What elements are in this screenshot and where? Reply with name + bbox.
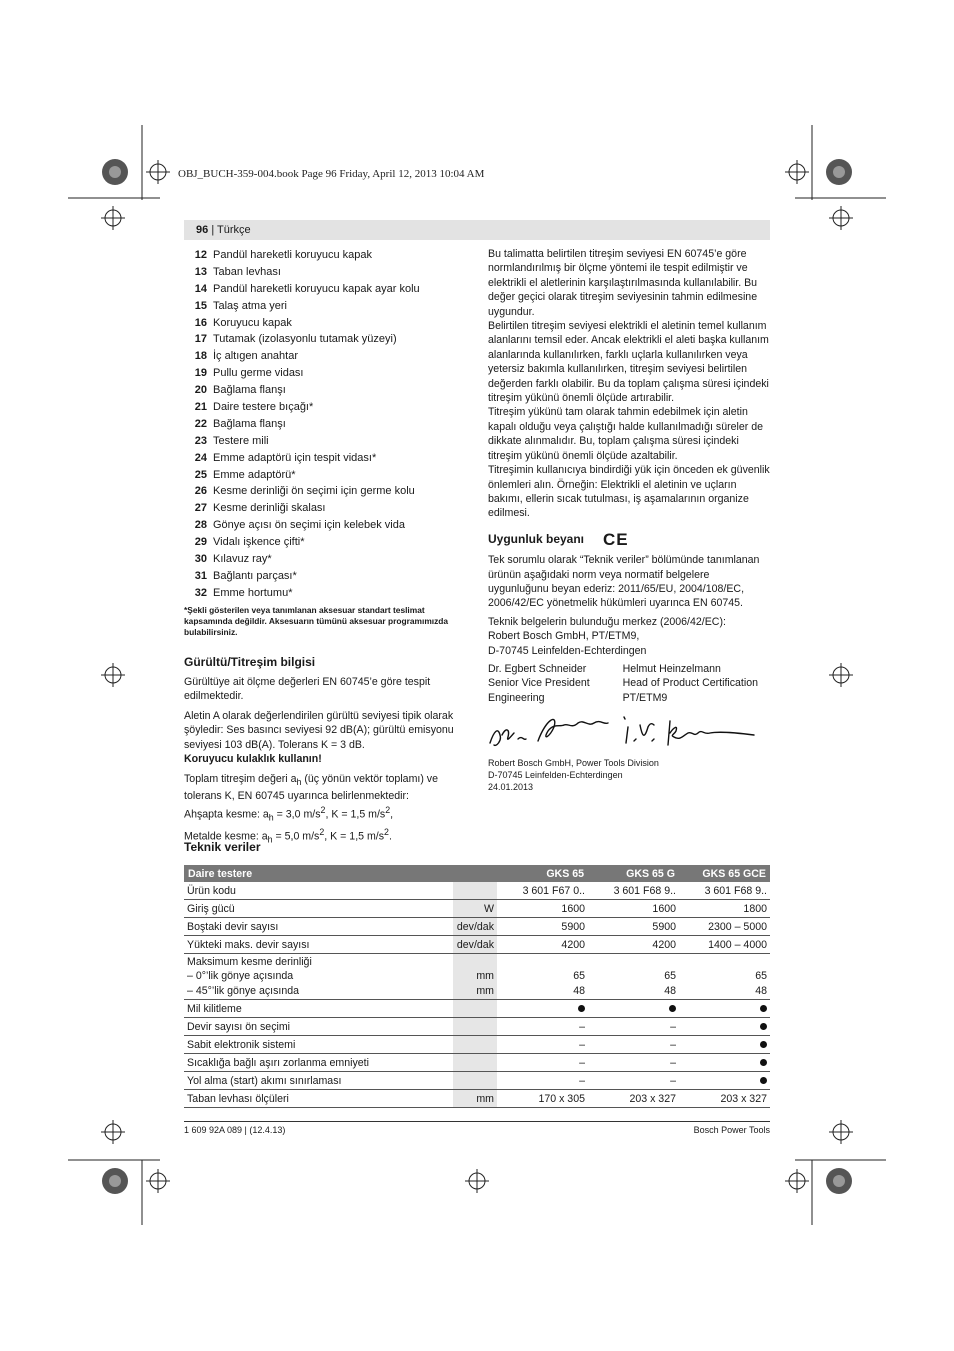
part-label: Talaş atma yeri	[213, 299, 287, 312]
table-row	[184, 1018, 770, 1036]
part-number: 16	[194, 316, 207, 329]
part-number: 23	[194, 434, 207, 447]
part-label: Emme adaptörü*	[213, 468, 296, 481]
part-label: Taban levhası	[213, 265, 281, 278]
noise-p3-text: Toplam titreşim değeri a	[184, 772, 297, 785]
spec-unit	[453, 1054, 497, 1072]
spec-value-gks65gce: 3 601 F68 9..	[679, 882, 770, 900]
table-row	[184, 882, 770, 900]
spec-unit	[453, 1036, 497, 1054]
part-label: Gönye açısı ön seçimi için kelebek vida	[213, 519, 405, 532]
address-line1: Robert Bosch GmbH, Power Tools Division	[488, 758, 659, 769]
tech-file-line1: Teknik belgelerin bulunduğu merkez (2006/42/EC):	[488, 615, 726, 628]
spec-value-gks65gce	[679, 1000, 770, 1018]
bullet-dot-icon	[578, 1005, 585, 1012]
part-number: 29	[194, 536, 207, 549]
left-column	[184, 247, 468, 847]
spec-label: Devir sayısı ön seçimi	[184, 1018, 453, 1036]
spec-value-gks65: 5900	[497, 918, 588, 936]
part-label: Kesme derinliği ön seçimi için germe kolu	[213, 485, 415, 498]
signer1-name: Dr. Egbert Schneider	[488, 662, 587, 675]
part-number: 15	[194, 299, 207, 312]
spec-value-gks65gce: 65 48	[679, 954, 770, 1000]
signer2-title1: Head of Product Certification	[622, 677, 759, 690]
list-item	[184, 399, 468, 416]
footer-brand: Bosch Power Tools	[693, 1125, 770, 1135]
part-label: Emme hortumu*	[213, 586, 293, 599]
part-number: 26	[194, 485, 207, 498]
part-number: 13	[194, 265, 207, 278]
spec-label: Yükteki maks. devir sayısı	[184, 936, 453, 954]
part-number: 14	[194, 282, 207, 295]
wood-value	[184, 803, 468, 825]
bullet-dot-icon	[760, 1077, 767, 1084]
part-label: Koruyucu kapak	[213, 316, 292, 329]
bullet-dot-icon	[669, 1005, 676, 1012]
table-row	[184, 1000, 770, 1018]
part-number: 28	[194, 519, 207, 532]
table-row	[184, 1072, 770, 1090]
spec-value-gks65g: 3 601 F68 9..	[588, 882, 679, 900]
metal-a: = 5,0 m/s	[272, 830, 320, 843]
part-number: 25	[194, 468, 207, 481]
list-item	[184, 264, 468, 281]
part-label: Bağlama flanşı	[213, 417, 286, 430]
spec-unit: dev/dak	[453, 918, 497, 936]
metal-prefix: Metalde kesme: a	[184, 830, 268, 843]
footer-rule	[184, 1121, 770, 1122]
handwritten-signatures	[488, 705, 771, 757]
part-label: Testere mili	[213, 434, 269, 447]
spec-label: Sabit elektronik sistemi	[184, 1036, 453, 1054]
wood-a: = 3,0 m/s	[273, 808, 321, 821]
spec-unit: mm mm	[453, 954, 497, 1000]
right-column	[488, 247, 771, 793]
spec-value-gks65gce	[679, 1072, 770, 1090]
spec-value-gks65: –	[497, 1036, 588, 1054]
list-item	[184, 585, 468, 602]
signature-date: 24.01.2013	[488, 782, 534, 793]
spec-value-gks65gce: 2300 – 5000	[679, 918, 770, 936]
list-item	[184, 483, 468, 500]
list-item	[184, 365, 468, 382]
address-line2: D-70745 Leinfelden-Echterdingen	[488, 770, 623, 781]
spec-unit	[453, 1018, 497, 1036]
spec-unit	[453, 1072, 497, 1090]
part-label: Emme adaptörü için tespit vidası*	[213, 451, 377, 464]
list-item	[184, 517, 468, 534]
tech-file-line3: D-70745 Leinfelden-Echterdingen	[488, 644, 647, 657]
signer2-title2: PT/ETM9	[622, 691, 668, 704]
list-item	[184, 568, 468, 585]
bullet-dot-icon	[760, 1023, 767, 1030]
list-item	[184, 331, 468, 348]
tech-file-line2: Robert Bosch GmbH, PT/ETM9,	[488, 630, 640, 643]
vibration-p4: Titreşimin kullanıcıya bindirdiği yük için önceden ek güvenlik önlemleri alın. Örneğin: Elektrikli el aletinin ve uçların bakımı, ellerin sıcak tutulması, iş aşamalarının organize edilmesi.	[488, 464, 770, 520]
list-item	[184, 247, 468, 264]
table-header	[453, 865, 497, 882]
list-item	[184, 315, 468, 332]
part-number: 19	[194, 367, 207, 380]
table-header: Daire testere	[184, 865, 453, 882]
list-item	[184, 281, 468, 298]
spec-value-gks65g	[588, 1000, 679, 1018]
signer2-name: Helmut Heinzelmann	[622, 662, 721, 675]
wood-sub: h	[268, 813, 274, 824]
spec-value-gks65gce: 203 x 327	[679, 1090, 770, 1108]
table-row	[184, 918, 770, 936]
part-number: 18	[194, 350, 207, 363]
table-row	[184, 936, 770, 954]
spec-value-gks65g: 1600	[588, 900, 679, 918]
spec-value-gks65: 1600	[497, 900, 588, 918]
spec-value-gks65	[497, 1000, 588, 1018]
part-number: 31	[194, 569, 207, 582]
part-label: Bağlama flanşı	[213, 384, 286, 397]
part-number: 21	[194, 401, 207, 414]
table-row	[184, 900, 770, 918]
list-item	[184, 551, 468, 568]
spec-value-gks65gce: 1800	[679, 900, 770, 918]
part-number: 27	[194, 502, 207, 515]
part-number: 22	[194, 417, 207, 430]
part-label: Vidalı işkence çifti*	[213, 536, 305, 549]
tech-data-title: Teknik veriler	[184, 840, 261, 854]
page-number: 96	[196, 224, 209, 236]
part-number: 20	[194, 384, 207, 397]
bullet-dot-icon	[760, 1059, 767, 1066]
spec-value-gks65g: 5900	[588, 918, 679, 936]
part-label: Daire testere bıçağı*	[213, 401, 314, 414]
list-item	[184, 416, 468, 433]
part-number: 12	[194, 249, 207, 261]
header-separator: |	[211, 224, 215, 236]
spec-value-gks65gce	[679, 1036, 770, 1054]
noise-title: Gürültü/Titreşim bilgisi	[184, 654, 316, 669]
spec-label: Yol alma (start) akımı sınırlaması	[184, 1072, 453, 1090]
spec-label: Ürün kodu	[184, 882, 453, 900]
spec-value-gks65g: –	[588, 1018, 679, 1036]
wood-sup2: 2	[385, 805, 391, 816]
hearing-warning: Koruyucu kulaklık kullanın!	[184, 752, 322, 765]
spec-value-gks65g: –	[588, 1054, 679, 1072]
wood-k: , K = 1,5 m/s	[325, 808, 386, 821]
accessory-footnote: *Şekli gösterilen veya tanımlanan aksesuar standart teslimat kapsamında değildir. Aksesuarın tümünü aksesuar programımızda bulabilirsiniz.	[184, 604, 449, 637]
metal-end: .	[388, 830, 392, 843]
spec-value-gks65: –	[497, 1054, 588, 1072]
signers	[488, 662, 771, 705]
part-label: Kılavuz ray*	[213, 553, 272, 566]
spec-value-gks65gce	[679, 1054, 770, 1072]
list-item	[184, 534, 468, 551]
spec-value-gks65g: 4200	[588, 936, 679, 954]
noise-p1: Gürültüye ait ölçme değerleri EN 60745’e göre tespit edilmektedir.	[184, 675, 431, 702]
spec-label: Mil kilitleme	[184, 1000, 453, 1018]
metal-sup2: 2	[384, 827, 389, 838]
footer-doc-number: 1 609 92A 089 | (12.4.13)	[184, 1125, 286, 1135]
conformity-title: Uygunluk beyanı	[488, 531, 585, 546]
bullet-dot-icon	[760, 1005, 767, 1012]
spec-value-gks65: –	[497, 1072, 588, 1090]
bullet-dot-icon	[760, 1041, 767, 1048]
noise-p2: Aletin A olarak değerlendirilen gürültü seviyesi tipik olarak şöyledir: Ses basıncı seviyesi 92 dB(A); gürültü emisyonu seviyesi 103 dB(A). Tolerans K = 3 dB.	[184, 710, 454, 751]
part-number: 24	[194, 451, 207, 464]
spec-value-gks65g: –	[588, 1036, 679, 1054]
spec-unit	[453, 882, 497, 900]
part-number: 32	[194, 586, 207, 599]
spec-label: Boştaki devir sayısı	[184, 918, 453, 936]
noise-p3	[184, 772, 468, 804]
wood-prefix: Ahşapta kesme: a	[184, 808, 269, 821]
list-item	[184, 500, 468, 517]
part-label: Pullu germe vidası	[213, 367, 304, 380]
table-row	[184, 1054, 770, 1072]
list-item	[184, 450, 468, 467]
page-header-bar	[184, 220, 770, 240]
parts-list	[184, 247, 468, 602]
table-row	[184, 1036, 770, 1054]
spec-unit	[453, 1000, 497, 1018]
spec-label: Taban levhası ölçüleri	[184, 1090, 453, 1108]
noise-p3-rest: (üç yönün vektör toplamı) ve tolerans K, EN 60745 uyarınca belirlenmektedir:	[184, 772, 438, 803]
list-item	[184, 433, 468, 450]
spec-value-gks65: 170 x 305	[497, 1090, 588, 1108]
list-item	[184, 467, 468, 484]
vibration-p3: Titreşim yükünü tam olarak tahmin edebilmek için aletin kapalı olduğu veya çalıştığı halde kullanılmadığı süreler de dikkate alınmalıdır. Bu, toplam çalışma süresi içindeki titreşim yükünü önemli ölçüde azaltabilir.	[488, 406, 764, 462]
list-item	[184, 298, 468, 315]
part-label: Kesme derinliği skalası	[213, 502, 326, 515]
spec-unit: dev/dak	[453, 936, 497, 954]
spec-unit: W	[453, 900, 497, 918]
part-number: 17	[194, 333, 207, 346]
spec-value-gks65gce	[679, 1018, 770, 1036]
wood-end: ,	[390, 808, 394, 821]
vibration-p1: Bu talimatta belirtilen titreşim seviyesi EN 60745’e göre normlandırılmış bir ölçme yöntemi ile tespit edilmiştir ve elektrikli el aletlerinin karşılaştırılmasında kullanılabilir. Bu değer geçici olarak titreşim seviyesinin tahmin edilmesine uygundur.	[488, 248, 758, 318]
ce-mark-icon: CE	[602, 529, 629, 549]
noise-p3-sub: h	[296, 777, 302, 788]
list-item	[184, 348, 468, 365]
spec-value-gks65: –	[497, 1018, 588, 1036]
metal-k: , K = 1,5 m/s	[324, 830, 385, 843]
vibration-p2: Belirtilen titreşim seviyesi elektrikli el aletinin temel kullanım alanlarını temsil eder. Ancak elektrikli el aleti başka kullanım alanlarında kullanılırken, farklı uçlarla kullanılırken veya yetersiz bakımla kullanılırken, titreşim seviyesi belirtilen değerden farklı olabilir. Bu da toplam çalışma süresi içindeki titreşim yükünü önemli ölçüde artırabilir.	[488, 320, 769, 405]
table-row	[184, 954, 770, 1000]
spec-label: Giriş gücü	[184, 900, 453, 918]
part-label: Tutamak (izolasyonlu tutamak yüzeyi)	[213, 333, 397, 346]
tech-data-body	[184, 882, 770, 1108]
part-label: Bağlantı parçası*	[213, 569, 297, 582]
table-row	[184, 1090, 770, 1108]
spec-value-gks65g: 203 x 327	[588, 1090, 679, 1108]
table-header: GKS 65 G	[588, 865, 679, 882]
list-item	[184, 382, 468, 399]
part-label: İç altıgen anahtar	[213, 350, 299, 363]
tech-data-table	[184, 865, 770, 1108]
spec-value-gks65: 3 601 F67 0..	[497, 882, 588, 900]
print-header: OBJ_BUCH-359-004.book Page 96 Friday, April 12, 2013 10:04 AM	[178, 168, 485, 180]
wood-sup1: 2	[320, 805, 326, 816]
signer1-title1: Senior Vice President	[488, 677, 590, 690]
spec-value-gks65: 65 48	[497, 954, 588, 1000]
signatures-area	[488, 705, 771, 757]
conformity-heading	[488, 529, 771, 549]
spec-value-gks65g: 65 48	[588, 954, 679, 1000]
metal-sub: h	[267, 834, 273, 845]
table-header: GKS 65	[497, 865, 588, 882]
header-language: Türkçe	[217, 224, 251, 236]
spec-value-gks65gce: 1400 – 4000	[679, 936, 770, 954]
spec-value-gks65g: –	[588, 1072, 679, 1090]
part-label: Pandül hareketli koruyucu kapak	[213, 249, 372, 261]
metal-sup1: 2	[319, 827, 325, 838]
table-header-row	[184, 865, 770, 882]
table-header: GKS 65 GCE	[679, 865, 770, 882]
spec-label: Sıcaklığa bağlı aşırı zorlanma emniyeti	[184, 1054, 453, 1072]
part-label: Pandül hareketli koruyucu kapak ayar kolu	[213, 282, 420, 295]
conformity-p1: Tek sorumlu olarak “Teknik veriler” bölümünde tanımlanan ürünün aşağıdaki norm veya normatif belgelere uygunluğunu beyan ederiz: 2011/65/EU, 2004/108/EC, 2006/42/EC yönetmelik hükümleri uyarınca EN 60745.	[488, 554, 760, 610]
spec-label: Maksimum kesme derinliği – 0°’lik gönye açısında – 45°’lik gönye açısında	[184, 954, 453, 1000]
spec-unit: mm	[453, 1090, 497, 1108]
bosch-address	[488, 757, 771, 793]
part-number: 30	[194, 553, 207, 566]
signer1-title2: Engineering	[488, 691, 545, 704]
spec-value-gks65: 4200	[497, 936, 588, 954]
